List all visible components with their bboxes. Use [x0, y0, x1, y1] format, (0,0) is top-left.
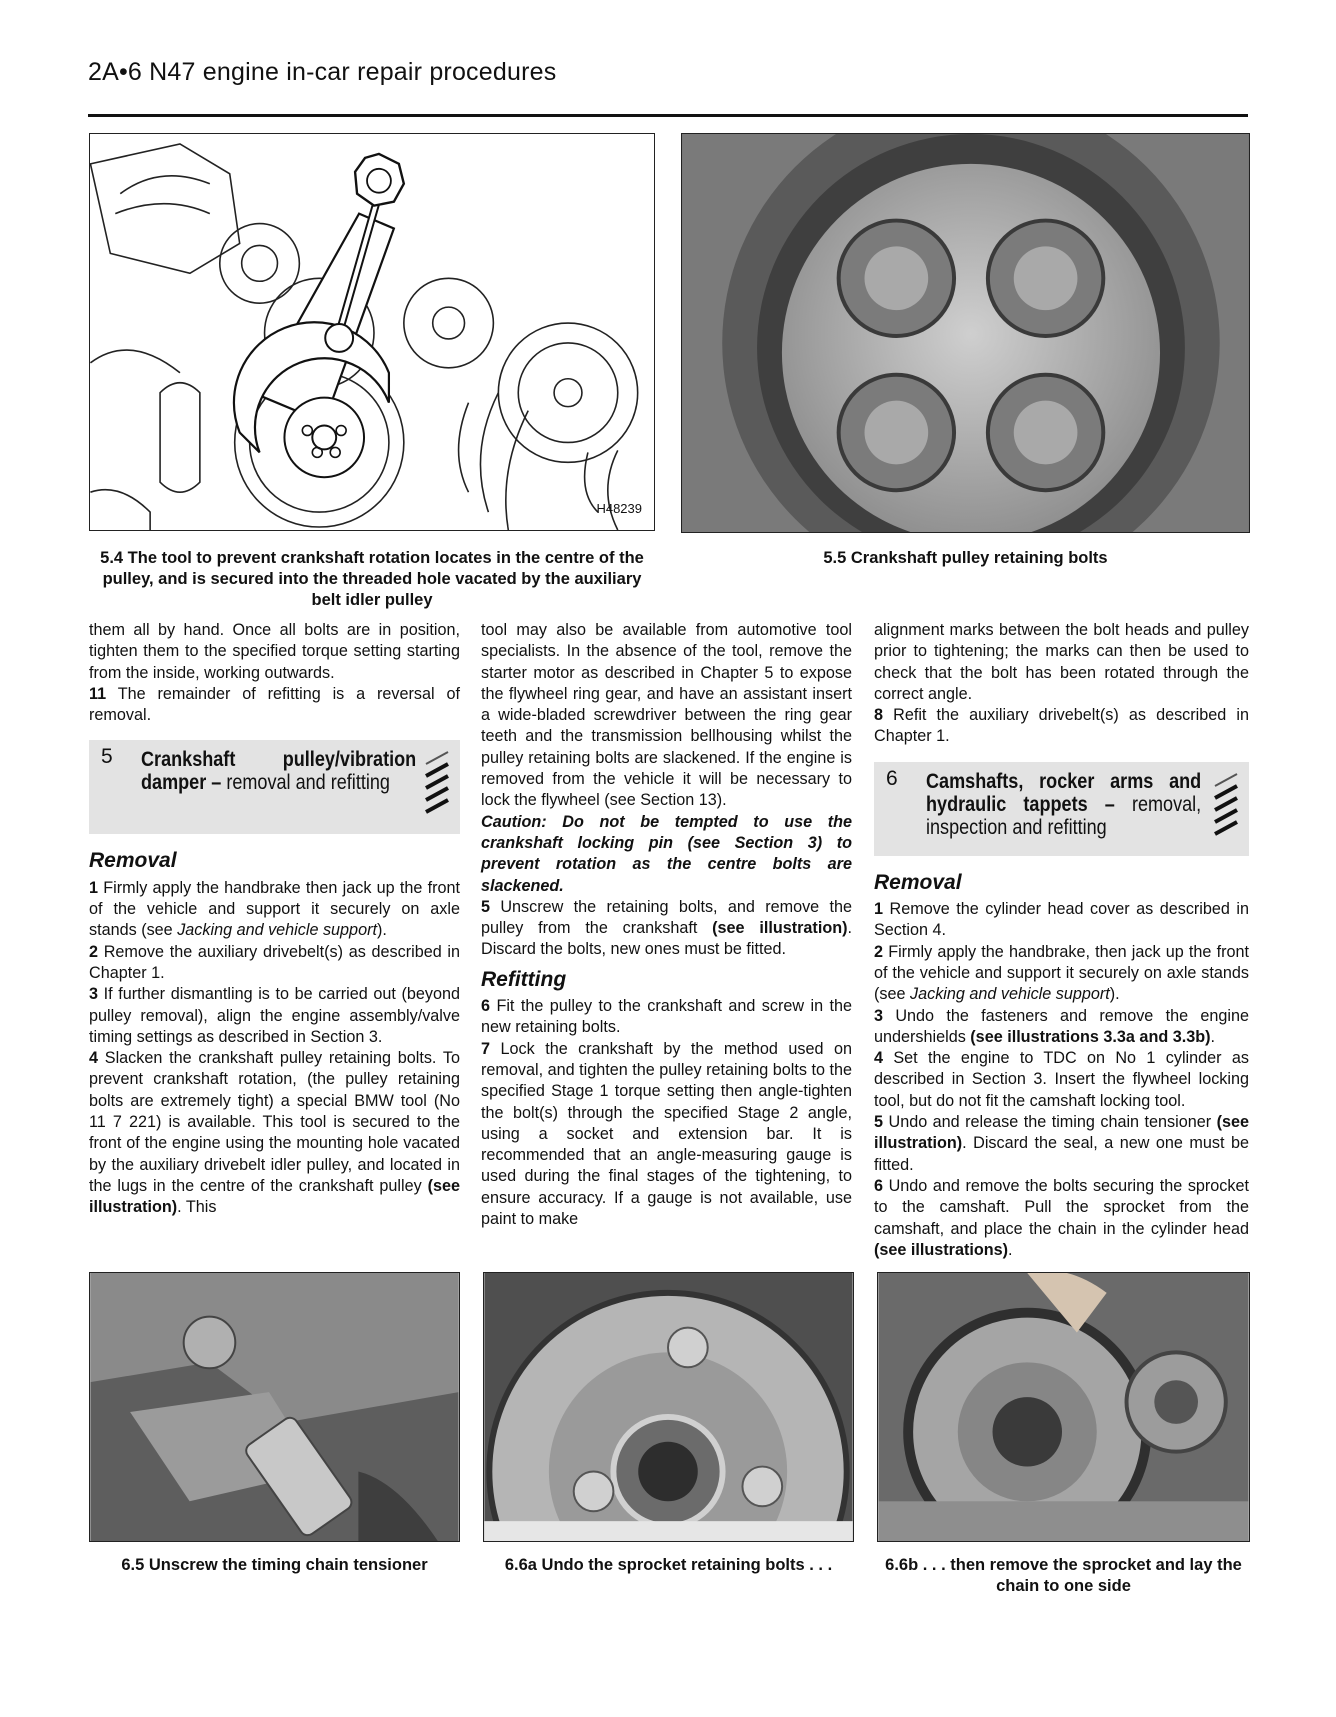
crankshaft-tool-drawing: [90, 134, 654, 530]
column-1: [89, 620, 460, 1219]
header-rule: [88, 114, 1248, 117]
figure-6-5: [89, 1272, 460, 1542]
step-1: 1 Remove the cylinder head cover as described in Section 4.: [874, 900, 1249, 940]
figure-5-5: [681, 133, 1250, 533]
figure-6-6b: [877, 1272, 1250, 1542]
section-5-box: [89, 740, 460, 834]
figure-code: H48239: [596, 501, 642, 516]
tensioner-photo: [90, 1273, 459, 1541]
step-3: 3 If further dismantling is to be carried out (beyond pulley removal), align the engine assembly/valve timing settings as described in Section 3.: [89, 985, 461, 1046]
caption-6-5: 6.5 Unscrew the timing chain tensioner: [121, 1556, 428, 1574]
section-title: Crankshaft pulley/vibration damper – removal and refitting: [141, 748, 417, 795]
paragraph: 11 The remainder of refitting is a reversal of removal.: [89, 684, 460, 725]
paragraph: them all by hand. Once all bolts are in position, tighten them to the specified torque setting starting from the inside, working outwards.: [89, 621, 460, 682]
step-2: 2 Remove the auxiliary drivebelt(s) as described in Chapter 1.: [89, 942, 460, 982]
step-8: 8 Refit the auxiliary drivebelt(s) as described in Chapter 1.: [874, 706, 1249, 746]
removal-heading: Removal: [874, 870, 962, 894]
difficulty-wrench-icon: [1211, 768, 1241, 848]
step-7: 7 Lock the crankshaft by the method used on removal, and tighten the pulley retaining bolts to the specified Stage 1 torque setting then angle-tighten the bolt(s) through the specified Stage 2 angle, using a socket and extension bar. It is recommended that an angle-measuring gauge is used during the final stages of the tightening, to ensure accuracy. If a gauge is not available, use paint to make: [481, 1039, 853, 1229]
section-title: Camshafts, rocker arms and hydraulic tappets – removal, inspection and refitting: [926, 769, 1202, 839]
section-number: 5: [101, 745, 113, 769]
section-number: 6: [886, 766, 898, 790]
pulley-bolts-photo: [682, 134, 1249, 532]
step-5: 5 Undo and release the timing chain tensioner (see illustration). Discard the seal, a new one must be fitted.: [874, 1113, 1249, 1174]
step-1: 1 Firmly apply the handbrake then jack up the front of the vehicle and support it securely on axle stands (see Jacking and vehicle support).: [89, 878, 460, 940]
removal-heading: Removal: [89, 849, 177, 873]
figure-6-6a: [483, 1272, 854, 1542]
caption-6-6a: 6.6a Undo the sprocket retaining bolts . . .: [504, 1556, 833, 1574]
paragraph: alignment marks between the bolt heads and pulley prior to tightening; the marks can then be used to check that the bolt has been rotated through the correct angle.: [874, 621, 1249, 703]
sprocket-removal-photo: [878, 1273, 1249, 1541]
step-4: 4 Set the engine to TDC on No 1 cylinder as described in Section 3. Insert the flywheel locking tool, but do not fit the camshaft locking tool.: [874, 1049, 1249, 1110]
caption-6-6b: 6.6b . . . then remove the sprocket and lay the chain to one side: [885, 1556, 1242, 1595]
step-6: 6 Fit the pulley to the crankshaft and screw in the new retaining bolts.: [481, 997, 852, 1037]
sprocket-bolts-photo: [484, 1273, 853, 1541]
step-5: 5 Unscrew the retaining bolts, and remove the pulley from the crankshaft (see illustration). Discard the bolts, new ones must be fitted.: [481, 897, 852, 959]
figure-5-4: [89, 133, 655, 531]
difficulty-wrench-icon: [422, 746, 452, 826]
step-6: 6 Undo and remove the bolts securing the sprocket to the camshaft. Pull the sprocket from the camshaft, and place the chain in the cylinder head (see illustrations).: [874, 1176, 1249, 1259]
caution-note: Caution: Do not be tempted to use the crankshaft locking pin (see Section 3) to prevent rotation as the centre bolts are slackened.: [481, 812, 852, 895]
section-6-box: [874, 762, 1249, 856]
step-4: 4 Slacken the crankshaft pulley retaining bolts. To prevent crankshaft rotation, (the pulley retaining bolts are extremely tight) a special BMW tool (No 11 7 221) is available. This tool is secured to the front of the engine using the mounting hole vacated by the auxiliary drivebelt idler pulley, and located in the lugs in the centre of the crankshaft pulley (see illustration). This: [89, 1049, 460, 1217]
paragraph: tool may also be available from automotive tool specialists. In the absence of the tool, remove the starter motor as described in Chapter 5 to expose the flywheel ring gear, and have an assistant insert a wide-bladed screwdriver between the ring gear teeth and the transmission bellhousing whilst the pulley retaining bolts are slackened. If the engine is removed from the vehicle it will be necessary to lock the flywheel (see Section 13).: [481, 621, 852, 810]
caption-5-4: 5.4 The tool to prevent crankshaft rotation locates in the centre of the pulley, and is secured into the threaded hole vacated by the auxiliary belt idler pulley: [100, 549, 644, 609]
column-2: [481, 620, 852, 1230]
page-header: 2A•6 N47 engine in-car repair procedures: [88, 58, 557, 86]
step-3: 3 Undo the fasteners and remove the engine undershields (see illustrations 3.3a and 3.3b).: [874, 1006, 1250, 1046]
caption-5-5: 5.5 Crankshaft pulley retaining bolts: [823, 549, 1108, 567]
refitting-heading: Refitting: [481, 967, 567, 991]
step-2: 2 Firmly apply the handbrake, then jack up the front of the vehicle and support it securely on axle stands (see Jacking and vehicle support).: [874, 942, 1249, 1004]
column-3: [874, 620, 1249, 1261]
